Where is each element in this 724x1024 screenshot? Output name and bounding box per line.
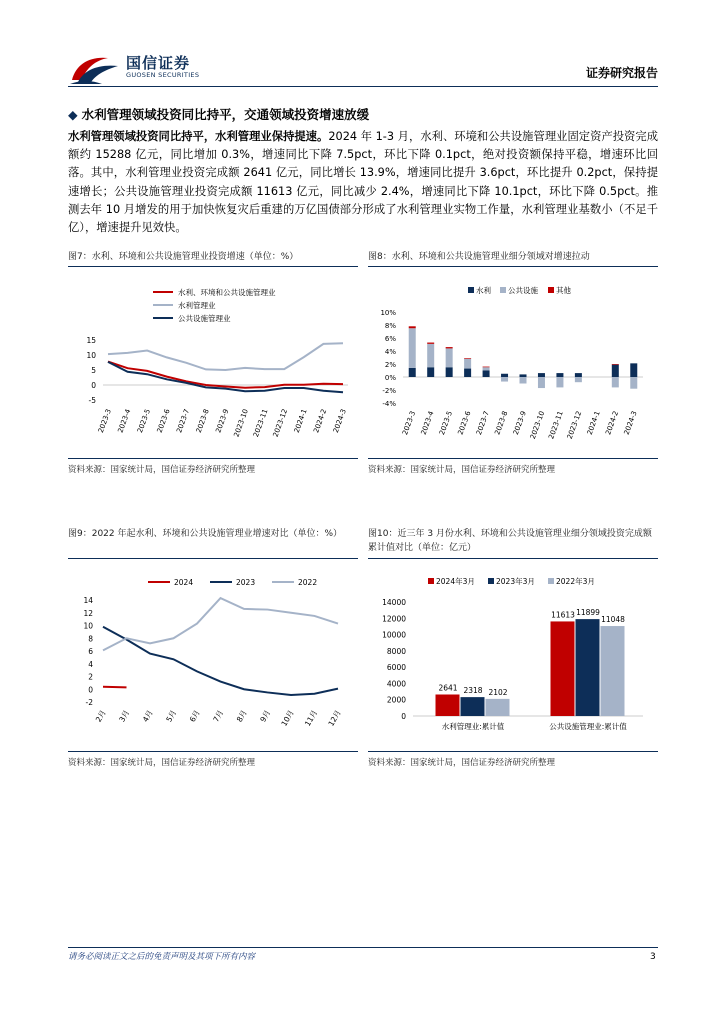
body-lead: 水利管理领域投资同比持平，水利管理业保持提速。 — [68, 130, 329, 143]
stacked-bar-segment — [520, 377, 527, 384]
stacked-bar-segment — [556, 377, 563, 387]
x-tick-label: 2023-7 — [474, 409, 491, 436]
x-tick-label: 2023-6 — [456, 409, 473, 436]
x-tick-label: 8月 — [234, 708, 249, 724]
y-tick-label: 2000 — [386, 695, 406, 705]
bar — [551, 621, 575, 716]
fig9-bottom-line — [68, 751, 358, 752]
body-paragraph — [68, 128, 658, 237]
stacked-bar-segment — [630, 377, 637, 389]
y-tick-label: 2% — [384, 361, 396, 369]
y-tick-label: -2 — [85, 698, 93, 707]
stacked-bar-segment — [612, 377, 619, 387]
y-tick-label: 0 — [88, 685, 93, 695]
legend-label: 2024年3月 — [436, 577, 475, 586]
x-tick-label: 2023-11 — [547, 409, 565, 441]
fig7-source: 资料来源：国家统计局，国信证券经济研究所整理 — [68, 465, 256, 475]
x-tick-label: 2023-3 — [401, 409, 418, 436]
fig9-title: 图9：2022 年起水利、环境和公共设施管理业增速对比（单位：%） — [68, 529, 343, 539]
fig10-chart — [368, 562, 658, 747]
stacked-bar-segment — [612, 364, 619, 365]
stacked-bar-segment — [409, 326, 416, 328]
fig8-title: 图8：水利、环境和公共设施管理业细分领域对增速拉动 — [368, 252, 590, 262]
y-tick-label: 12 — [83, 608, 93, 618]
stacked-bar-segment — [501, 377, 508, 382]
stacked-bar-segment — [483, 367, 490, 368]
y-tick-label: 6000 — [386, 663, 406, 673]
stacked-bar-segment — [612, 365, 619, 377]
fig7-bottom-line — [68, 458, 358, 459]
x-tick-label: 2024-1 — [292, 407, 309, 434]
stacked-bar-segment — [630, 363, 637, 377]
fig8-bottom-line — [368, 458, 658, 459]
legend-label: 公共设施 — [508, 286, 538, 295]
series-line — [103, 598, 338, 650]
data-label: 11048 — [601, 615, 625, 625]
page-header — [68, 50, 658, 86]
x-tick-label: 5月 — [164, 708, 179, 724]
stacked-bar-segment — [427, 343, 434, 344]
x-category-label: 公共设施管理业:累计值 — [549, 722, 627, 731]
legend-swatch — [488, 578, 494, 584]
stacked-bar-segment — [409, 368, 416, 377]
x-tick-label: 2023-5 — [438, 409, 455, 436]
y-tick-label: 0% — [384, 374, 396, 382]
data-label: 11899 — [576, 608, 600, 618]
data-label: 2102 — [488, 687, 508, 697]
stacked-bar-segment — [409, 328, 416, 368]
fig10-title: 图10：近三年 3 月份水利、环境和公共设施管理业细分领域投资完成额累计值对比（单位：亿元） — [368, 529, 652, 553]
y-tick-label: -5 — [88, 396, 96, 405]
legend-label: 2022 — [298, 578, 318, 587]
data-label: 11613 — [551, 610, 575, 620]
y-tick-label: 4000 — [386, 679, 406, 689]
x-tick-label: 7月 — [211, 708, 226, 724]
stacked-bar-segment — [464, 359, 471, 369]
y-tick-label: 10 — [83, 621, 93, 631]
x-tick-label: 2024-2 — [604, 409, 621, 436]
legend-label: 2024 — [174, 578, 194, 587]
x-tick-label: 12月 — [326, 708, 343, 728]
legend-label: 水利、环境和公共设施管理业 — [178, 288, 276, 297]
series-line — [103, 687, 127, 688]
body-text: 2024 年 1-3 月，水利、环境和公共设施管理业固定资产投资完成额约 15288 亿元，同比增加 0.3%，增速同比下降 7.5pct，环比下降 0.1pct，绝对投资额保持平稳，增速环比回落。其中，水利管理业投资完成额 2641 亿元，同比增长 13.9%，增速同比提升 3.6pct，环比提升 0.2pct，保持提速增长；公共设施管理业投资完成额 11613 亿元，同比减少 2.4%，增速同比下降 10.1pct，环比下降 0.5pct。推测去年 10 月增发的用于加快恢复灾后重建的万亿国债部分形成了水利管理业实物工作量，水利管理业基数小（不足千亿），增速提升见效快。 — [68, 130, 658, 235]
stacked-bar-segment — [538, 377, 545, 388]
y-tick-label: -4% — [382, 400, 396, 408]
stacked-bar-segment — [538, 373, 545, 377]
fig7-chart — [68, 270, 358, 455]
x-tick-label: 10月 — [279, 708, 296, 728]
fig10-source: 资料来源：国家统计局，国信证券经济研究所整理 — [368, 758, 556, 768]
series-line — [103, 627, 338, 695]
header-divider — [68, 86, 658, 87]
y-tick-label: 10 — [86, 351, 96, 360]
x-tick-label: 2023-12 — [271, 407, 290, 439]
y-tick-label: 4% — [384, 348, 396, 356]
logo-text-cn: 国信证券 — [126, 54, 191, 72]
fig10-bottom-line — [368, 751, 658, 752]
stacked-bar-segment — [520, 374, 527, 377]
fig8-title-line — [368, 266, 658, 267]
stacked-bar-segment — [446, 348, 453, 367]
x-tick-label: 3月 — [117, 708, 132, 724]
y-tick-label: 14 — [83, 596, 93, 605]
legend-label: 其他 — [556, 286, 571, 295]
fig10-title-line — [368, 558, 658, 559]
stacked-bar-segment — [427, 367, 434, 377]
legend-label: 2023 — [236, 578, 256, 587]
x-tick-label: 2023-12 — [565, 409, 584, 441]
x-tick-label: 2023-4 — [419, 409, 436, 436]
stacked-bar-segment — [446, 367, 453, 377]
x-tick-label: 2024-2 — [312, 407, 329, 434]
diamond-bullet-icon: ◆ — [68, 107, 78, 122]
y-tick-label: 10000 — [382, 630, 406, 640]
y-tick-label: 12000 — [382, 614, 406, 624]
x-tick-label: 2023-8 — [493, 409, 510, 436]
stacked-bar-segment — [575, 377, 582, 382]
page-number: 3 — [650, 952, 656, 962]
footer-disclaimer: 请务必阅读正文之后的免责声明及其项下所有内容 — [68, 952, 256, 962]
bar — [601, 626, 625, 716]
x-tick-label: 2024-1 — [585, 409, 602, 436]
legend-label: 2022年3月 — [556, 577, 595, 586]
section-title — [68, 105, 369, 123]
legend-swatch — [548, 287, 554, 293]
guosen-logo-icon — [68, 50, 122, 86]
y-tick-label: 0 — [401, 712, 406, 721]
x-tick-label: 2024-3 — [622, 409, 639, 436]
section-title-text: 水利管理领域投资同比持平，交通领域投资增速放缓 — [81, 107, 370, 122]
x-tick-label: 2023-10 — [528, 409, 547, 441]
x-tick-label: 2023-6 — [155, 407, 172, 434]
x-tick-label: 4月 — [140, 708, 155, 724]
fig8-chart — [368, 270, 658, 455]
legend-label: 2023年3月 — [496, 577, 535, 586]
legend-label: 公共设施管理业 — [178, 314, 231, 323]
y-tick-label: 0 — [91, 381, 96, 390]
bar — [436, 694, 460, 716]
x-tick-label: 2023-10 — [232, 407, 250, 439]
stacked-bar-segment — [483, 367, 490, 370]
legend-swatch — [548, 578, 554, 584]
bar — [486, 699, 510, 716]
y-tick-label: 4 — [88, 659, 93, 669]
fig7-title-line — [68, 266, 358, 267]
fig8-source: 资料来源：国家统计局，国信证券经济研究所整理 — [368, 465, 556, 475]
stacked-bar-segment — [501, 374, 508, 377]
logo-text-en: GUOSEN SECURITIES — [126, 71, 200, 79]
y-tick-label: 15 — [86, 336, 96, 345]
legend-swatch — [428, 578, 434, 584]
x-tick-label: 2023-3 — [96, 407, 113, 434]
data-label: 2641 — [438, 683, 458, 693]
x-tick-label: 6月 — [187, 708, 202, 724]
stacked-bar-segment — [427, 344, 434, 367]
x-tick-label: 2023-9 — [511, 409, 528, 436]
footer-divider — [68, 947, 658, 948]
legend-label: 水利 — [476, 286, 491, 295]
fig9-source: 资料来源：国家统计局，国信证券经济研究所整理 — [68, 758, 256, 768]
y-tick-label: 10% — [380, 309, 396, 317]
x-tick-label: 2023-8 — [194, 407, 211, 434]
stacked-bar-segment — [556, 373, 563, 377]
stacked-bar-segment — [464, 369, 471, 377]
x-tick-label: 11月 — [302, 708, 320, 728]
y-tick-label: 8000 — [386, 646, 406, 656]
stacked-bar-segment — [464, 358, 471, 359]
y-tick-label: 14000 — [382, 598, 406, 607]
y-tick-label: 8% — [384, 322, 396, 330]
series-line — [108, 343, 343, 370]
stacked-bar-segment — [483, 371, 490, 378]
fig9-title-line — [68, 558, 358, 559]
x-tick-label: 9月 — [258, 708, 273, 724]
report-type-label: 证券研究报告 — [585, 66, 658, 80]
series-line — [108, 362, 343, 392]
fig7-title: 图7：水利、环境和公共设施管理业投资增速（单位：%） — [68, 252, 299, 262]
data-label: 2318 — [463, 686, 483, 696]
bar — [461, 697, 485, 716]
x-tick-label: 2024-3 — [331, 407, 348, 434]
y-tick-label: -2% — [382, 387, 396, 395]
bar — [576, 619, 600, 716]
x-tick-label: 2023-9 — [214, 407, 231, 434]
x-tick-label: 2023-7 — [175, 407, 192, 434]
x-tick-label: 2023-5 — [136, 407, 153, 434]
x-tick-label: 2023-11 — [252, 407, 270, 439]
x-tick-label: 2月 — [93, 708, 108, 724]
legend-swatch — [500, 287, 506, 293]
y-tick-label: 6% — [384, 335, 396, 343]
y-tick-label: 8 — [88, 634, 93, 644]
x-category-label: 水利管理业:累计值 — [441, 722, 505, 731]
y-tick-label: 5 — [91, 366, 96, 375]
stacked-bar-segment — [446, 347, 453, 348]
x-tick-label: 2023-4 — [116, 407, 133, 434]
y-tick-label: 2 — [88, 672, 93, 682]
legend-label: 水利管理业 — [178, 301, 216, 310]
fig9-chart — [68, 562, 358, 747]
y-tick-label: 6 — [88, 647, 93, 656]
legend-swatch — [468, 287, 474, 293]
stacked-bar-segment — [575, 373, 582, 377]
